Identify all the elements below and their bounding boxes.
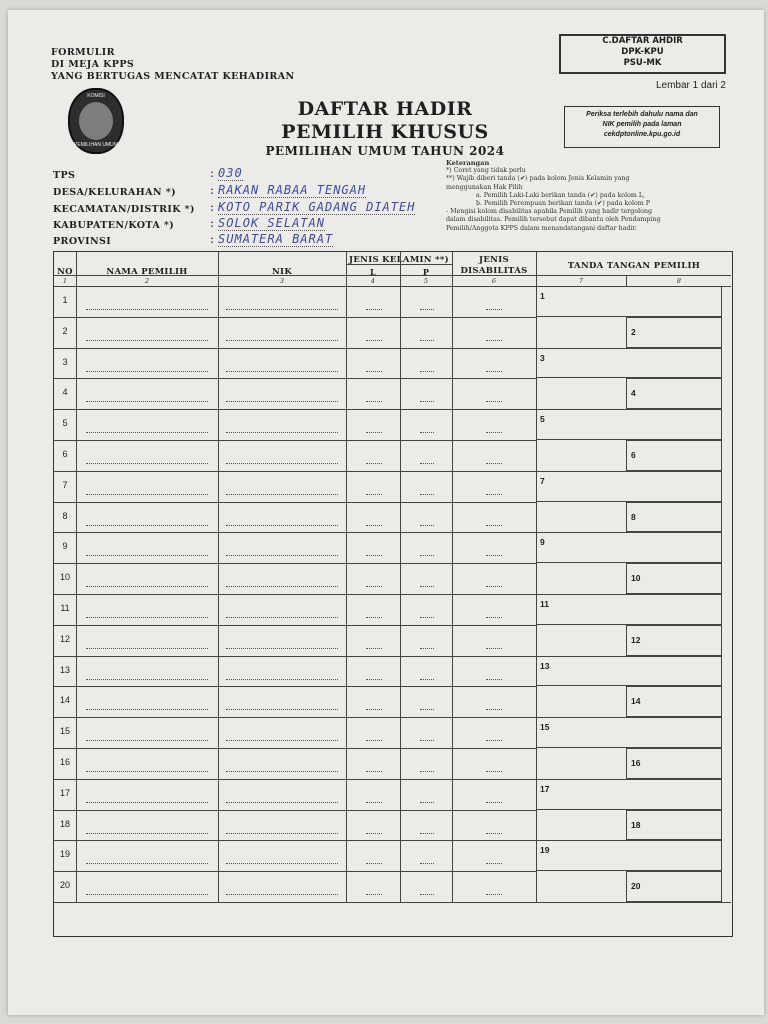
row-number: 14 (59, 695, 70, 706)
signature-number: 6 (631, 450, 636, 460)
l-input-line (366, 894, 382, 895)
check-notice-box (564, 106, 720, 148)
signature-box[interactable] (536, 717, 722, 748)
field-provinsi[interactable]: : SUMATERA BARAT (210, 232, 334, 246)
field-desa[interactable]: : RAKAN RABAA TENGAH (210, 183, 367, 197)
signature-number: 5 (540, 414, 545, 425)
attendance-table (53, 251, 733, 937)
kpu-logo (68, 88, 124, 154)
field-kecamatan[interactable]: : KOTO PARIK GADANG DIATEH (210, 200, 416, 214)
row-divider (54, 625, 536, 626)
row-divider (54, 686, 536, 687)
signature-number: 1 (540, 291, 545, 301)
signature-number: 7 (540, 475, 545, 486)
check-line: NIK pemilih pada laman (602, 121, 682, 128)
p-input-line (420, 863, 434, 864)
row-number: 12 (59, 633, 70, 644)
nik-input-line (226, 555, 338, 556)
name-input-line (86, 525, 208, 526)
signature-box[interactable] (536, 779, 722, 810)
signature-number: 17 (540, 783, 550, 794)
name-input-line (86, 371, 208, 372)
col-header-tanda-tangan: TANDA TANGAN PEMILIH (567, 261, 701, 271)
signature-divider (536, 286, 537, 902)
l-input-line (366, 494, 382, 495)
p-input-line (420, 894, 434, 895)
row-divider (54, 810, 536, 811)
nik-input-line (226, 617, 338, 618)
row-divider (54, 748, 536, 749)
disability-input-line (486, 802, 502, 803)
header-divider (54, 275, 731, 276)
nik-input-line (226, 679, 338, 680)
nik-input-line (226, 525, 338, 526)
field-label-provinsi: PROVINSI (53, 236, 112, 247)
nik-input-line (226, 309, 338, 310)
signature-box[interactable] (626, 378, 722, 409)
row-number: 18 (59, 818, 70, 829)
formulir-line: DI MEJA KPPS (51, 59, 135, 70)
nik-input-line (226, 371, 338, 372)
header-divider (346, 264, 452, 265)
disability-input-line (486, 401, 502, 402)
column-divider (400, 252, 401, 902)
row-divider (54, 871, 536, 872)
l-input-line (366, 309, 382, 310)
p-input-line (420, 740, 434, 741)
nik-input-line (226, 648, 338, 649)
column-divider (346, 252, 347, 902)
col-number: 2 (144, 277, 150, 285)
nik-input-line (226, 833, 338, 834)
row-divider (54, 532, 536, 533)
notes-line: a. Pemilih Laki-Laki berikan tanda (✔) pada kolom L, (476, 191, 646, 199)
signature-number: 16 (631, 758, 641, 768)
l-input-line (366, 525, 382, 526)
disability-input-line (486, 371, 502, 372)
row-divider (54, 717, 536, 718)
row-number: 8 (62, 510, 68, 521)
signature-number: 8 (631, 511, 636, 522)
formulir-header (51, 47, 295, 83)
col-number: 6 (491, 277, 497, 285)
check-line: cekdptonline.kpu.go.id (603, 131, 681, 138)
p-input-line (420, 309, 434, 310)
signature-box[interactable] (536, 409, 722, 440)
disability-input-line (486, 432, 502, 433)
p-input-line (420, 555, 434, 556)
col-number: 8 (676, 277, 682, 285)
name-input-line (86, 432, 208, 433)
l-input-line (366, 709, 382, 710)
disability-input-line (486, 555, 502, 556)
signature-number: 10 (631, 573, 641, 584)
signature-number: 2 (631, 326, 636, 337)
signature-box[interactable] (536, 348, 722, 379)
p-input-line (420, 648, 434, 649)
column-divider (218, 252, 219, 902)
p-input-line (420, 525, 434, 526)
row-divider (54, 348, 536, 349)
row-divider (54, 440, 536, 441)
header-divider (626, 275, 627, 286)
field-value: SOLOK SELATAN (218, 216, 325, 230)
col-header-l: L (370, 267, 376, 277)
name-input-line (86, 740, 208, 741)
row-number: 7 (62, 479, 68, 490)
name-input-line (86, 617, 208, 618)
form-code-line: PSU-MK (623, 58, 662, 68)
row-divider (54, 409, 536, 410)
field-value: RAKAN RABAA TENGAH (218, 183, 367, 197)
col-header-no: NO (57, 267, 73, 277)
p-input-line (420, 371, 434, 372)
form-code-line: DPK-KPU (621, 47, 664, 57)
form-code-box (559, 34, 726, 74)
notes-line: b. Pemilih Perempuan berikan tanda (✔) pada kolom P (476, 200, 650, 208)
name-input-line (86, 833, 208, 834)
col-number: 4 (370, 277, 376, 285)
column-divider (76, 252, 77, 902)
notes-title: Keterangan (446, 159, 490, 167)
field-label-desa: DESA/KELURAHAN *) (53, 187, 176, 198)
header-divider (400, 264, 401, 275)
row-number: 2 (62, 325, 68, 336)
l-input-line (366, 401, 382, 402)
row-number: 19 (59, 849, 70, 860)
row-number: 11 (60, 603, 70, 613)
name-input-line (86, 586, 208, 587)
signature-number: 14 (631, 696, 641, 707)
row-number: 17 (59, 787, 70, 798)
signature-number: 19 (540, 845, 550, 856)
notes-line: Pemilih/Anggota KPPS dalam menandatangani daftar hadir. (446, 224, 637, 232)
l-input-line (366, 586, 382, 587)
nik-input-line (226, 894, 338, 895)
row-number: 1 (62, 295, 68, 305)
disability-input-line (486, 863, 502, 864)
disability-input-line (486, 709, 502, 710)
l-input-line (366, 863, 382, 864)
row-number: 13 (59, 664, 70, 675)
name-input-line (86, 894, 208, 895)
l-input-line (366, 371, 382, 372)
disability-input-line (486, 740, 502, 741)
row-number: 15 (59, 726, 70, 737)
disability-input-line (486, 494, 502, 495)
field-tps[interactable]: : 030 (210, 166, 243, 180)
page-title-line2: PEMILIH KHUSUS (281, 121, 489, 143)
row-number: 9 (62, 541, 68, 552)
disability-input-line (486, 648, 502, 649)
sheet-number: Lembar 1 dari 2 (655, 80, 726, 91)
field-value: SUMATERA BARAT (218, 232, 334, 246)
disability-input-line (486, 617, 502, 618)
disability-input-line (486, 586, 502, 587)
disability-input-line (486, 463, 502, 464)
logo-top-text: KOMISI (87, 93, 105, 99)
disability-input-line (486, 340, 502, 341)
name-input-line (86, 309, 208, 310)
p-input-line (420, 833, 434, 834)
nik-input-line (226, 771, 338, 772)
nik-input-line (226, 709, 338, 710)
name-input-line (86, 340, 208, 341)
disability-input-line (486, 679, 502, 680)
l-input-line (366, 463, 382, 464)
name-input-line (86, 802, 208, 803)
signature-number: 20 (631, 881, 641, 892)
p-input-line (420, 617, 434, 618)
signature-number: 11 (540, 599, 549, 609)
col-header-jenis: JENIS (479, 255, 509, 265)
row-number: 4 (62, 387, 68, 398)
p-input-line (420, 709, 434, 710)
signature-number: 12 (631, 634, 641, 645)
disability-input-line (486, 525, 502, 526)
nik-input-line (226, 401, 338, 402)
notes-block (446, 159, 706, 233)
notes-line: *) Coret yang tidak perlu (446, 167, 526, 175)
row-number: 6 (62, 449, 68, 459)
l-input-line (366, 555, 382, 556)
disability-input-line (486, 894, 502, 895)
disability-input-line (486, 771, 502, 772)
disability-input-line (486, 833, 502, 834)
p-input-line (420, 463, 434, 464)
p-input-line (420, 432, 434, 433)
nik-input-line (226, 432, 338, 433)
nik-input-line (226, 586, 338, 587)
p-input-line (420, 586, 434, 587)
signature-box[interactable] (536, 286, 722, 317)
row-divider (54, 317, 536, 318)
l-input-line (366, 771, 382, 772)
name-input-line (86, 401, 208, 402)
name-input-line (86, 648, 208, 649)
field-value: 030 (218, 166, 243, 180)
name-input-line (86, 463, 208, 464)
signature-box[interactable] (626, 317, 722, 348)
signature-box[interactable] (536, 471, 722, 502)
signature-box[interactable] (536, 532, 722, 563)
notes-line: **) Wajib diberi tanda (✔) pada kolom Jenis Kelamin yang (446, 175, 630, 183)
col-number: 3 (279, 277, 285, 285)
l-input-line (366, 340, 382, 341)
page-title: DAFTAR HADIR (297, 98, 473, 120)
l-input-line (366, 802, 382, 803)
nik-input-line (226, 863, 338, 864)
notes-line: - Mengisi kolom disabilitas apabila Pemilih yang hadir tergolong (446, 208, 653, 216)
column-divider (452, 252, 453, 902)
nik-input-line (226, 740, 338, 741)
row-divider (54, 840, 536, 841)
l-input-line (366, 740, 382, 741)
nik-input-line (226, 463, 338, 464)
field-kabupaten[interactable]: : SOLOK SELATAN (210, 216, 325, 230)
row-divider (54, 563, 536, 564)
l-input-line (366, 432, 382, 433)
name-input-line (86, 863, 208, 864)
col-header-nama: NAMA PEMILIH (106, 267, 188, 277)
signature-box[interactable] (626, 440, 722, 471)
logo-bottom-text: PEMILIHAN UMUM (74, 142, 118, 148)
table-bottom-line (54, 902, 731, 903)
row-divider (54, 502, 536, 503)
row-number: 5 (62, 418, 68, 429)
row-divider (54, 594, 536, 595)
form-code-line: C.DAFTAR AHDIR (602, 36, 683, 46)
signature-number: 18 (631, 819, 641, 830)
col-header-disabilitas: DISABILITAS (460, 266, 528, 276)
p-input-line (420, 771, 434, 772)
row-divider (54, 779, 536, 780)
l-input-line (366, 679, 382, 680)
name-input-line (86, 771, 208, 772)
formulir-line: FORMULIR (51, 47, 115, 58)
col-header-jenis-kelamin: JENIS KELAMIN **) (349, 255, 449, 265)
p-input-line (420, 679, 434, 680)
formulir-line: YANG BERTUGAS MENCATAT KEHADIRAN (51, 71, 295, 82)
p-input-line (420, 401, 434, 402)
name-input-line (86, 709, 208, 710)
row-number: 10 (59, 572, 70, 583)
signature-box[interactable] (626, 502, 722, 533)
row-number: 16 (59, 757, 70, 767)
disability-input-line (486, 309, 502, 310)
notes-line: menggunakan Hak Pilih (446, 183, 523, 191)
nik-input-line (226, 494, 338, 495)
signature-number: 15 (540, 722, 550, 733)
l-input-line (366, 833, 382, 834)
signature-box[interactable] (536, 594, 722, 625)
nik-input-line (226, 340, 338, 341)
p-input-line (420, 340, 434, 341)
garuda-emblem-icon (79, 102, 113, 140)
p-input-line (420, 494, 434, 495)
field-value: KOTO PARIK GADANG DIATEH (218, 200, 416, 214)
col-number: 1 (62, 277, 68, 285)
l-input-line (366, 617, 382, 618)
name-input-line (86, 494, 208, 495)
name-input-line (86, 679, 208, 680)
row-divider (54, 656, 536, 657)
field-label-kabupaten: KABUPATEN/KOTA *) (53, 220, 175, 231)
field-label-tps: TPS (53, 170, 76, 181)
row-divider (54, 378, 536, 379)
check-line: Periksa terlebih dahulu nama dan (586, 111, 698, 118)
row-number: 3 (62, 356, 68, 367)
notes-line: dalam disabilitas. Pemilih tersebut dapat dibantu oleh Pendamping (446, 216, 661, 224)
signature-number: 4 (631, 388, 636, 399)
col-number: 7 (578, 277, 584, 285)
page-subtitle: PEMILIHAN UMUM TAHUN 2024 (265, 144, 505, 158)
nik-input-line (226, 802, 338, 803)
signature-box[interactable] (536, 840, 722, 871)
l-input-line (366, 648, 382, 649)
p-input-line (420, 802, 434, 803)
col-header-nik: NIK (271, 267, 293, 277)
row-divider (54, 471, 536, 472)
row-number: 20 (59, 880, 70, 891)
signature-number: 9 (540, 537, 545, 548)
col-number: 5 (423, 277, 429, 285)
signature-number: 3 (540, 352, 545, 363)
signature-box[interactable] (536, 656, 722, 687)
col-header-p: P (422, 267, 430, 277)
signature-number: 13 (540, 660, 550, 671)
field-label-kecamatan: KECAMATAN/DISTRIK *) (53, 204, 195, 215)
name-input-line (86, 555, 208, 556)
